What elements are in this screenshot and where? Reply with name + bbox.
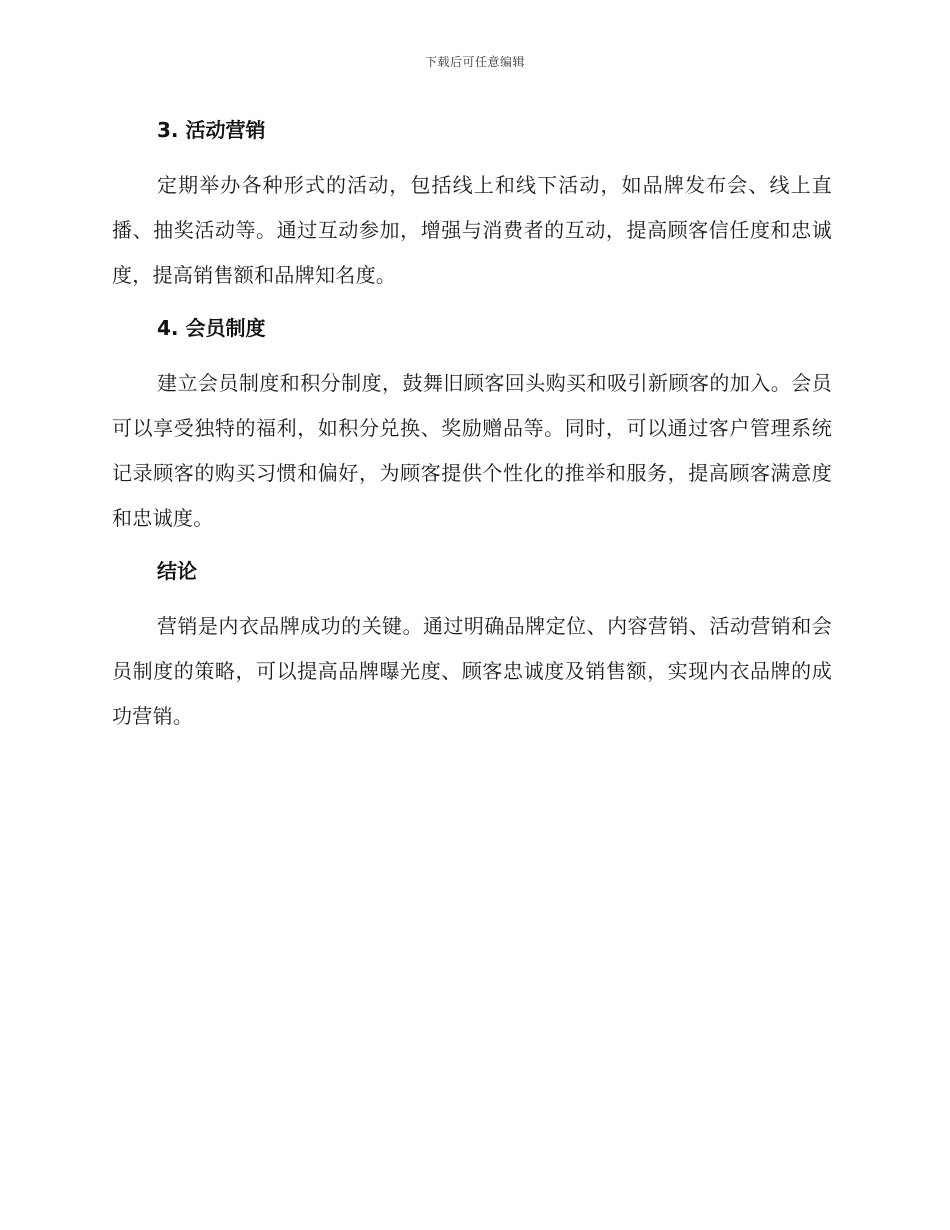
document-body — [112, 110, 832, 739]
page-header: 下载后可任意编辑 — [424, 55, 525, 69]
section-heading-membership: 4. 会员制度 — [157, 316, 266, 340]
section-heading-activity-marketing: 3. 活动营销 — [157, 118, 266, 142]
section-paragraph-membership: 建立会员制度和积分制度，鼓舞旧顾客回头购买和吸引新顾客的加入。会员可以享受独特的福利，如积分兑换、奖励赠品等。同时，可以通过客户管理系统记录顾客的购买习惯和偏好，为顾客提供个性化的推举和服务，提高顾客满意度和忠诚度。 — [112, 371, 832, 530]
section-paragraph-activity-marketing: 定期举办各种形式的活动，包括线上和线下活动，如品牌发布会、线上直播、抽奖活动等。通过互动参加，增强与消费者的互动，提高顾客信任度和忠诚度，提高销售额和品牌知名度。 — [112, 173, 832, 287]
section-paragraph-conclusion: 营销是内衣品牌成功的关键。通过明确品牌定位、内容营销、活动营销和会员制度的策略，可以提高品牌曝光度、顾客忠诚度及销售额，实现内衣品牌的成功营销。 — [112, 614, 832, 728]
section-heading-conclusion: 结论 — [157, 559, 197, 583]
